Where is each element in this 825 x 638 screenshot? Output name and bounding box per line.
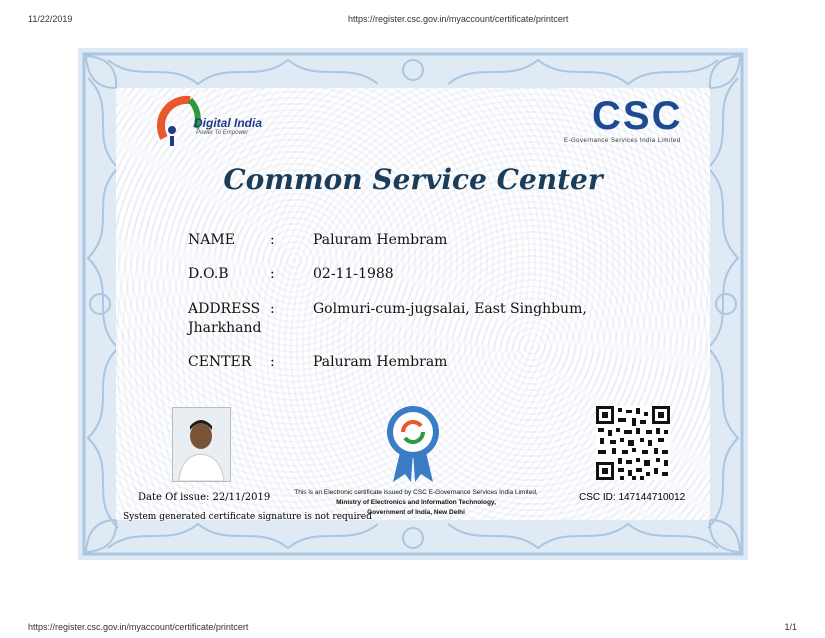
footer-url: https://register.csc.gov.in/myaccount/certificate/printcert <box>28 622 249 632</box>
certificate-title: Common Service Center <box>223 163 603 196</box>
page-number: 1/1 <box>784 622 797 632</box>
csc-logo: CSC <box>592 94 683 138</box>
dob-row <box>188 266 648 286</box>
system-signature-note: System generated certificate signature is not required <box>123 512 372 522</box>
dob-label: D.O.B <box>188 266 229 282</box>
print-date: 11/22/2019 <box>28 14 73 24</box>
csc-logo-subtitle: E-Governance Services India Limited <box>564 138 681 144</box>
address-value-line2: Jharkhand <box>188 320 262 336</box>
name-colon: : <box>270 232 275 248</box>
electronic-note-line2: Ministry of Electronics and Information Technology, <box>336 499 496 506</box>
name-label: NAME <box>188 232 235 248</box>
center-row <box>188 354 648 374</box>
electronic-note-line3: Government of India, New Delhi <box>367 509 465 516</box>
address-value: Golmuri-cum-jugsalai, East Singhbum, <box>313 301 587 317</box>
certificate <box>78 48 748 560</box>
center-label: CENTER <box>188 354 252 370</box>
dob-value: 02-11-1988 <box>313 266 394 282</box>
dob-colon: : <box>270 266 275 282</box>
qr-code <box>596 406 670 480</box>
center-colon: : <box>270 354 275 370</box>
electronic-certificate-note <box>270 488 562 518</box>
center-value: Paluram Hembram <box>313 354 448 370</box>
csc-id: CSC ID: 147144710012 <box>579 492 686 503</box>
address-row <box>188 301 648 341</box>
print-url: https://register.csc.gov.in/myaccount/certificate/printcert <box>348 14 569 24</box>
electronic-note-line1: This is an Electronic certificate issued by CSC E-Governance Services India Limited, <box>294 489 538 496</box>
name-value: Paluram Hembram <box>313 232 448 248</box>
date-of-issue: Date Of issue: 22/11/2019 <box>138 492 271 503</box>
name-row <box>188 232 648 252</box>
address-colon: : <box>270 301 275 317</box>
digital-india-tagline: Power To Empower <box>196 130 249 136</box>
profile-photo <box>172 407 231 482</box>
csc-seal-badge <box>383 404 443 484</box>
address-label: ADDRESS <box>188 301 261 317</box>
digital-india-title: Digital India <box>194 116 263 130</box>
